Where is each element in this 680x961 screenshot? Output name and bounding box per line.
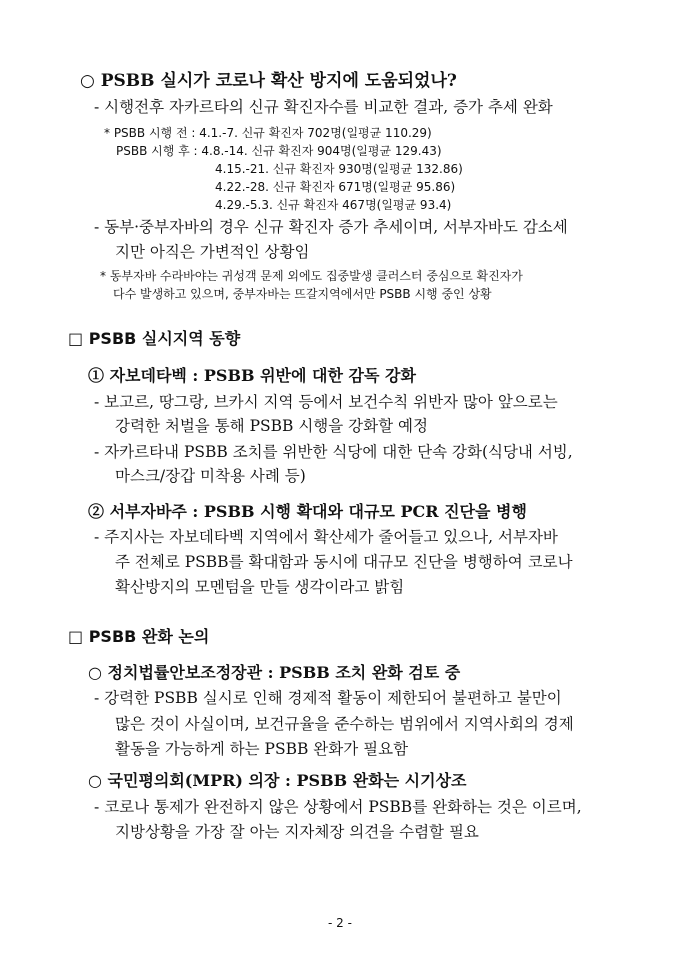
bullet-line-continuation: 많은 것이 사실이며, 보건규율을 준수하는 범위에서 지역사회의 경제	[115, 715, 574, 733]
section-heading: □ PSBB 완화 논의	[68, 627, 210, 646]
subsection-heading: ○ 국민평의회(MPR) 의장 : PSBB 완화는 시기상조	[88, 771, 467, 790]
bullet-line: - 강력한 PSBB 실시로 인해 경제적 활동이 제한되어 불편하고 불만이	[94, 689, 562, 707]
bullet-line: - 자카르타내 PSBB 조치를 위반한 식당에 대한 단속 강화(식당내 서빙,	[94, 443, 573, 461]
bullet-line: - 보고르, 땅그랑, 브카시 지역 등에서 보건수칙 위반자 많아 앞으로는	[94, 393, 558, 411]
bullet-line: - 코로나 통제가 완전하지 않은 상황에서 PSBB를 완화하는 것은 이르며,	[94, 798, 582, 816]
subsection-heading: ② 서부자바주 : PSBB 시행 확대와 대규모 PCR 진단을 병행	[88, 502, 527, 521]
footnote-line: * 동부자바 수라바야는 귀성객 문제 외에도 집중발생 클러스터 중심으로 확진자가	[100, 269, 523, 283]
bullet-line-continuation: 지만 아직은 가변적인 상황임	[115, 243, 310, 261]
bullet-line-continuation: 지방상황을 가장 잘 아는 지자체장 의견을 수렴할 필요	[115, 823, 479, 841]
bullet-line-continuation: 확산방지의 모멘텀을 만들 생각이라고 밝힘	[115, 578, 405, 596]
footnote-line: 다수 발생하고 있으며, 중부자바는 뜨갈지역에서만 PSBB 시행 중인 상황	[113, 287, 492, 301]
bullet-line-continuation: 마스크/장갑 미착용 사례 등)	[115, 467, 306, 485]
stat-line: 4.15.-21. 신규 확진자 930명(일평균 132.86)	[215, 162, 463, 176]
bullet-line: - 시행전후 자카르타의 신규 확진자수를 비교한 결과, 증가 추세 완화	[94, 98, 553, 116]
bullet-line-continuation: 강력한 처벌을 통해 PSBB 시행을 강화할 예정	[115, 417, 428, 435]
subsection-heading: ○ 정치법률안보조정장관 : PSBB 조치 완화 검토 중	[88, 663, 461, 682]
bullet-line: - 주지사는 자보데타벡 지역에서 확산세가 줄어들고 있으나, 서부자바	[94, 528, 558, 546]
page-number: - 2 -	[328, 916, 352, 930]
stat-line: 4.29.-5.3. 신규 확진자 467명(일평균 93.4)	[215, 198, 452, 212]
bullet-line: - 동부·중부자바의 경우 신규 확진자 증가 추세이며, 서부자바도 감소세	[94, 218, 568, 236]
subsection-heading: ① 자보데타벡 : PSBB 위반에 대한 감독 강화	[88, 366, 416, 385]
bullet-line-continuation: 활동을 가능하게 하는 PSBB 완화가 필요함	[115, 740, 409, 758]
stat-line: 4.22.-28. 신규 확진자 671명(일평균 95.86)	[215, 180, 456, 194]
question-heading: ○ PSBB 실시가 코로나 확산 방지에 도움되었나?	[80, 71, 457, 91]
stat-line: * PSBB 시행 전 : 4.1.-7. 신규 확진자 702명(일평균 110.29)	[104, 126, 432, 140]
bullet-line-continuation: 주 전체로 PSBB를 확대함과 동시에 대규모 진단을 병행하여 코로나	[115, 553, 573, 571]
section-heading: □ PSBB 실시지역 동향	[68, 329, 241, 348]
stat-line: PSBB 시행 후 : 4.8.-14. 신규 확진자 904명(일평균 129.43)	[116, 144, 442, 158]
